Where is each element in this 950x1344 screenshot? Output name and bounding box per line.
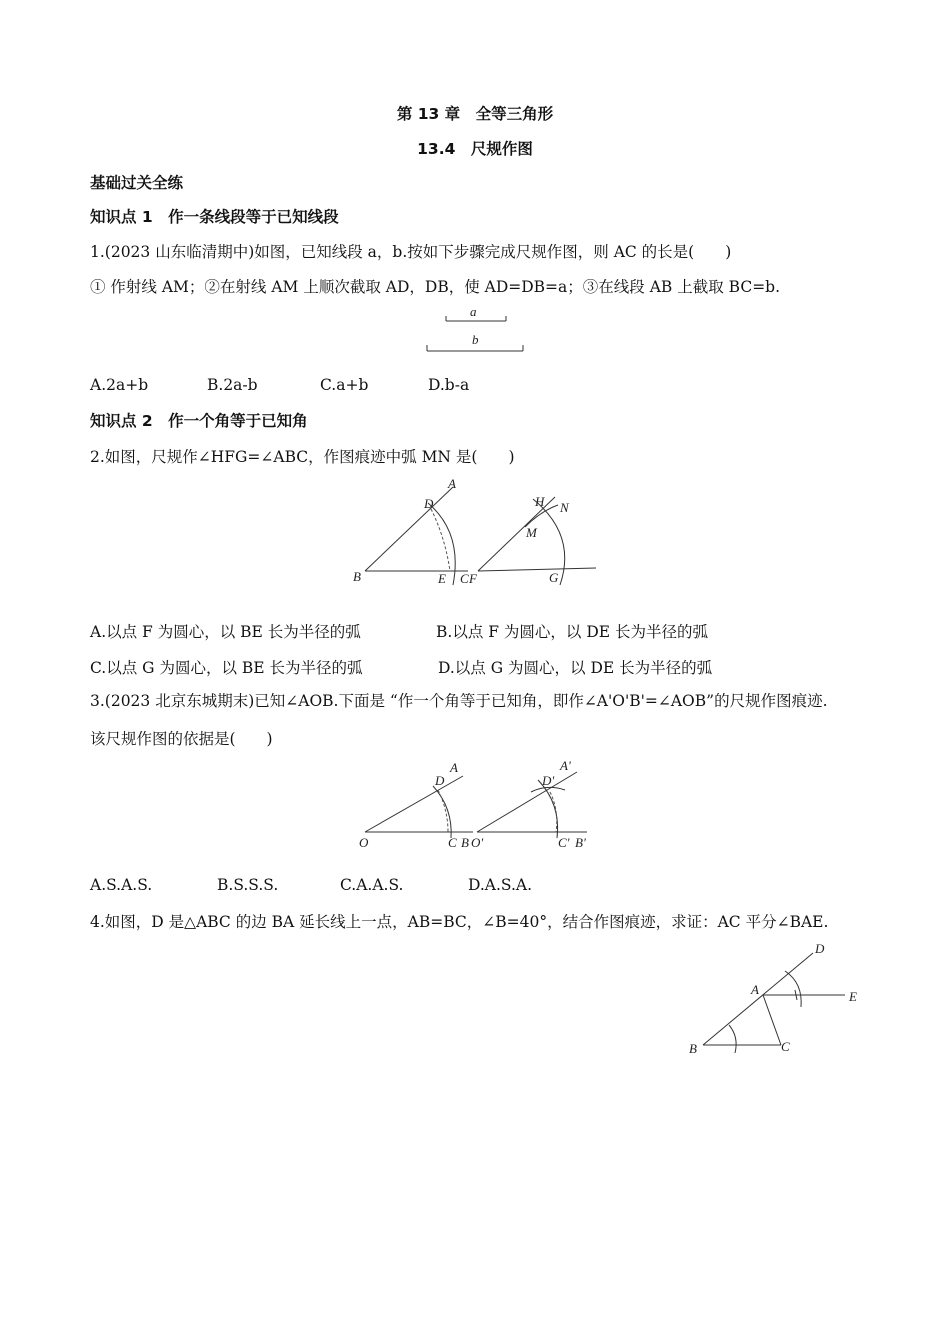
q3-figure [355, 758, 615, 853]
label-D1: D' [542, 773, 555, 788]
label-C: C [448, 835, 457, 850]
label-C1: C' [558, 835, 570, 850]
q2-option-c: C.以点 G 为圆心，以 BE 长为半径的弧 [90, 659, 363, 677]
ray-fg [478, 568, 596, 571]
label-B1: B' [575, 835, 586, 850]
q1-option-b: B.2a-b [207, 376, 258, 394]
q3-stem: 3.(2023 北京东城期末)已知∠AOB.下面是 “作一个角等于已知角，即作∠A'O'B'=∠AOB”的尺规作图痕迹. [90, 692, 828, 710]
segment-ac [763, 995, 781, 1045]
label-B: B [689, 1041, 697, 1056]
label-N: N [560, 500, 569, 515]
q3-option-c: C.A.A.S. [340, 876, 404, 894]
label-M: M [526, 525, 537, 540]
arc-at-a [785, 971, 801, 1007]
knowledge-point-2: 知识点 2 作一个角等于已知角 [90, 412, 308, 430]
q3-option-b: B.S.S.S. [217, 876, 279, 894]
label-B: B [461, 835, 469, 850]
q4-stem: 4.如图，D 是△ABC 的边 BA 延长线上一点，AB=BC，∠B=40°，结合作图痕迹，求证：AC 平分∠BAE. [90, 913, 829, 931]
q1-option-c: C.a+b [320, 376, 369, 394]
label-D: D [435, 773, 445, 788]
q3-stem-2: 该尺规作图的依据是( ) [90, 730, 273, 748]
label-O1: O' [471, 835, 484, 850]
q1-option-d: D.b-a [428, 376, 470, 394]
label-C: C [460, 571, 469, 586]
q3-option-d: D.A.S.A. [468, 876, 533, 894]
label-A: A [450, 760, 458, 775]
q1-steps: ① 作射线 AM；②在射线 AM 上顺次截取 AD，DB，使 AD=DB=a；③在线段 AB 上截取 BC=b. [90, 278, 781, 296]
q2-stem: 2.如图，尺规作∠HFG=∠ABC，作图痕迹中弧 MN 是( ) [90, 448, 515, 466]
label-A: A [448, 476, 456, 491]
label-H: H [535, 494, 545, 509]
label-A1: A' [560, 758, 571, 773]
label-b: b [472, 332, 479, 347]
arc-at-b [729, 1025, 736, 1053]
ray-o1a1 [477, 772, 577, 832]
q1-stem: 1.(2023 山东临清期中)如图，已知线段 a，b.按如下步骤完成尺规作图，则 AC 的长是( ) [90, 243, 732, 261]
label-O: O [359, 835, 369, 850]
label-A: A [751, 982, 759, 997]
label-F: F [469, 571, 477, 586]
chapter-title: 第 13 章 全等三角形 [396, 105, 554, 123]
label-D: D [424, 496, 434, 511]
q1-figure [420, 305, 540, 355]
label-E: E [438, 571, 446, 586]
q2-option-a: A.以点 F 为圆心，以 BE 长为半径的弧 [90, 623, 361, 641]
category-heading: 基础过关全练 [90, 174, 184, 192]
q3-option-a: A.S.A.S. [90, 876, 153, 894]
label-a: a [470, 304, 477, 319]
label-C: C [781, 1039, 790, 1054]
q4-figure [685, 937, 875, 1062]
ray-oa [365, 776, 463, 832]
q2-option-d: D.以点 G 为圆心，以 DE 长为半径的弧 [438, 659, 713, 677]
label-B: B [353, 569, 361, 584]
label-G: G [549, 570, 559, 585]
section-title: 13.4 尺规作图 [417, 140, 533, 158]
knowledge-point-1: 知识点 1 作一条线段等于已知线段 [90, 208, 339, 226]
q2-option-b: B.以点 F 为圆心，以 DE 长为半径的弧 [436, 623, 709, 641]
q2-figure [345, 475, 605, 590]
label-D: D [815, 941, 825, 956]
label-E: E [849, 989, 857, 1004]
q1-option-a: A.2a+b [90, 376, 149, 394]
